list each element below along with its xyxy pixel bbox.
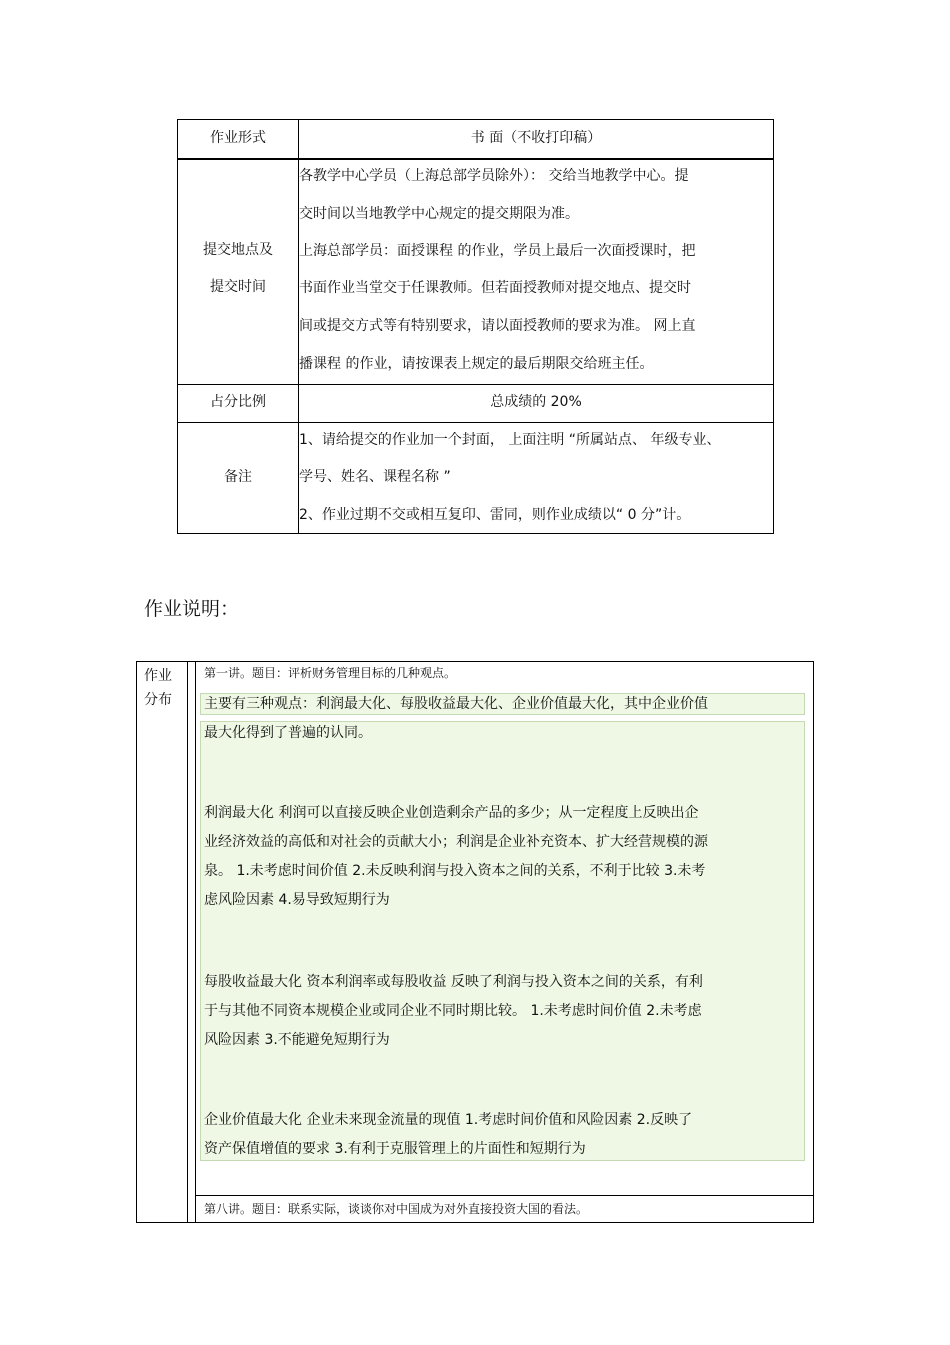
score-ratio-label: 占分比例 xyxy=(210,394,266,410)
answer-line: 泉。 1.未考虑时间价值 2.未反映利润与投入资本之间的关系，不利于比较 3.未考 xyxy=(204,863,706,879)
format-label: 作业形式 xyxy=(210,130,266,146)
submit-text-line: 交时间以当地教学中心规定的提交期限为准。 xyxy=(299,206,579,222)
lecture-1-title: 第一讲。题目：评析财务管理目标的几种观点。 xyxy=(204,666,457,680)
remarks-line: 2、作业过期不交或相互复印、雷同，则作业成绩以“ 0 分”计。 xyxy=(299,507,691,523)
row-divider xyxy=(195,1195,813,1196)
column-divider xyxy=(195,662,196,1222)
remarks-line: 学号、姓名、课程名称 ” xyxy=(299,469,451,485)
format-value: 书 面（不收打印稿） xyxy=(470,130,602,146)
row-divider xyxy=(178,158,773,160)
answer-line: 最大化得到了普遍的认同。 xyxy=(204,725,372,741)
score-ratio-value: 总成绩的 20% xyxy=(490,394,582,410)
assignment-table xyxy=(136,661,814,1223)
answer-line: 业经济效益的高低和对社会的贡献大小；利润是企业补充资本、扩大经营规模的源 xyxy=(204,834,708,850)
remarks-label: 备注 xyxy=(224,469,252,485)
submit-text-line: 上海总部学员：面授课程 的作业，学员上最后一次面授课时，把 xyxy=(299,243,696,259)
row-divider xyxy=(178,384,773,385)
answer-intro: 主要有三种观点：利润最大化、每股收益最大化、企业价值最大化，其中企业价值 xyxy=(204,696,708,712)
assignment-label-line2: 分布 xyxy=(144,692,172,708)
lecture-8-title: 第八讲。题目：联系实际，谈谈你对中国成为对外直接投资大国的看法。 xyxy=(204,1202,589,1216)
submit-text-line: 间或提交方式等有特别要求，请以面授教师的要求为准。 网上直 xyxy=(299,318,696,334)
answer-line: 于与其他不同资本规模企业或同企业不同时期比较。 1.未考虑时间价值 2.未考虑 xyxy=(204,1003,702,1019)
answer-line: 资产保值增值的要求 3.有利于克服管理上的片面性和短期行为 xyxy=(204,1141,586,1157)
row-divider xyxy=(178,422,773,423)
submit-text-line: 播课程 的作业，请按课表上规定的最后期限交给班主任。 xyxy=(299,356,654,372)
submit-label-line2: 提交时间 xyxy=(210,279,266,295)
assignment-label xyxy=(144,664,184,712)
submit-text-line: 书面作业当堂交于任课教师。但若面授教师对提交地点、提交时 xyxy=(299,280,691,296)
submit-label-line1: 提交地点及 xyxy=(203,242,273,258)
answer-line: 风险因素 3.不能避免短期行为 xyxy=(204,1032,390,1048)
section-title: 作业说明： xyxy=(144,598,240,620)
submission-info-table xyxy=(177,119,774,534)
answer-line: 企业价值最大化 企业未来现金流量的现值 1.考虑时间价值和风险因素 2.反映了 xyxy=(204,1112,693,1128)
answer-box xyxy=(200,721,805,1161)
column-divider xyxy=(187,662,188,1222)
assignment-label-line1: 作业 xyxy=(144,668,172,684)
answer-line: 虑风险因素 4.易导致短期行为 xyxy=(204,892,390,908)
remarks-line: 1、请给提交的作业加一个封面， 上面注明 “所属站点、 年级专业、 xyxy=(299,432,721,448)
answer-line: 利润最大化 利润可以直接反映企业创造剩余产品的多少；从一定程度上反映出企 xyxy=(204,805,699,821)
submit-text-line: 各教学中心学员（上海总部学员除外）： 交给当地教学中心。提 xyxy=(299,168,689,184)
answer-line: 每股收益最大化 资本利润率或每股收益 反映了利润与投入资本之间的关系，有利 xyxy=(204,974,703,990)
